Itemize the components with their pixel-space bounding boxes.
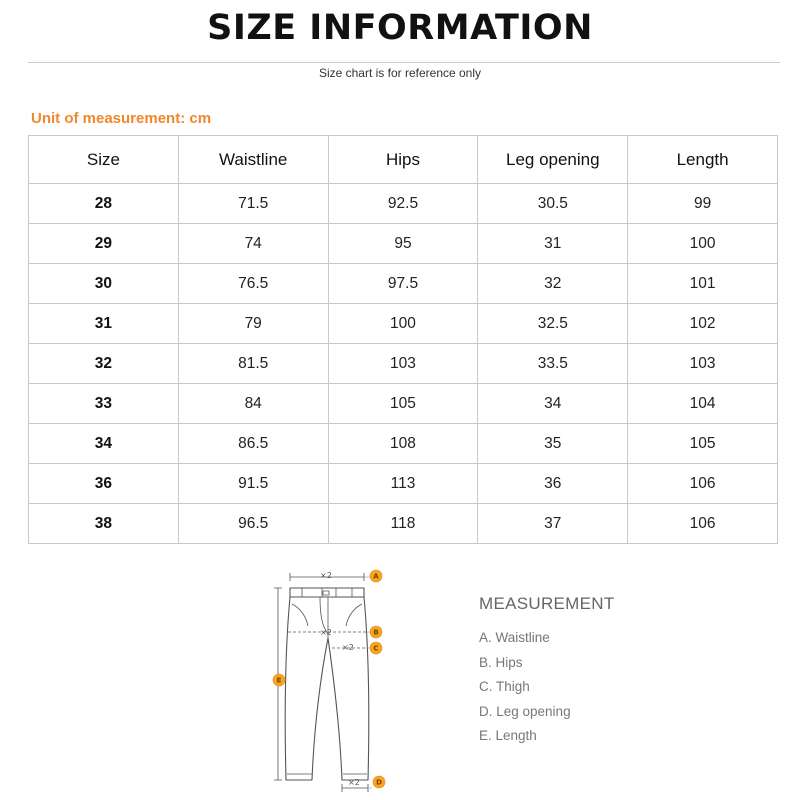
marker-connectors bbox=[278, 577, 372, 788]
cell-waistline: 86.5 bbox=[178, 424, 328, 464]
cell-length: 104 bbox=[628, 384, 778, 424]
cell-size: 33 bbox=[29, 384, 179, 424]
cell-length: 99 bbox=[628, 184, 778, 224]
legend-item-thigh: C. Thigh bbox=[479, 679, 530, 694]
column-header-length: Length bbox=[628, 136, 778, 184]
cell-size: 31 bbox=[29, 304, 179, 344]
cell-length: 101 bbox=[628, 264, 778, 304]
legend-item-hips: B. Hips bbox=[479, 654, 523, 670]
cell-hips: 108 bbox=[328, 424, 478, 464]
cell-waistline: 71.5 bbox=[178, 184, 328, 224]
svg-text:C: C bbox=[373, 644, 379, 653]
cell-waistline: 76.5 bbox=[178, 264, 328, 304]
cell-leg-opening: 30.5 bbox=[478, 184, 628, 224]
legend-item-leg-opening: D. Leg opening bbox=[479, 703, 571, 719]
table-row bbox=[29, 384, 778, 424]
size-table bbox=[28, 135, 778, 544]
marker-c-icon bbox=[370, 642, 382, 654]
marker-d-icon bbox=[373, 776, 385, 788]
cell-size: 32 bbox=[29, 344, 179, 384]
cell-hips: 118 bbox=[328, 504, 478, 544]
legend-item-length: E. Length bbox=[479, 728, 537, 743]
pants-outline-icon bbox=[285, 588, 369, 780]
cell-size: 38 bbox=[29, 504, 179, 544]
cell-leg-opening: 32.5 bbox=[478, 304, 628, 344]
cell-length: 103 bbox=[628, 344, 778, 384]
cell-length: 105 bbox=[628, 424, 778, 464]
legend-item-waistline: A. Waistline bbox=[479, 630, 550, 645]
cell-leg-opening: 35 bbox=[478, 424, 628, 464]
table-row bbox=[29, 224, 778, 264]
cell-waistline: 96.5 bbox=[178, 504, 328, 544]
cell-leg-opening: 37 bbox=[478, 504, 628, 544]
multiplier-labels bbox=[320, 571, 360, 787]
cell-size: 34 bbox=[29, 424, 179, 464]
hips-multiplier: ×2 bbox=[320, 628, 332, 637]
cell-hips: 92.5 bbox=[328, 184, 478, 224]
table-row bbox=[29, 424, 778, 464]
table-row bbox=[29, 464, 778, 504]
pants-measurement-diagram bbox=[262, 560, 402, 800]
cell-hips: 97.5 bbox=[328, 264, 478, 304]
page-title: SIZE INFORMATION bbox=[207, 8, 593, 48]
thigh-multiplier: ×2 bbox=[342, 643, 354, 652]
svg-text:E: E bbox=[276, 676, 282, 685]
cell-leg-opening: 33.5 bbox=[478, 344, 628, 384]
cell-length: 106 bbox=[628, 464, 778, 504]
table-row bbox=[29, 304, 778, 344]
cell-hips: 95 bbox=[328, 224, 478, 264]
column-header-waistline: Waistline bbox=[178, 136, 328, 184]
cell-leg-opening: 34 bbox=[478, 384, 628, 424]
column-header-leg-opening: Leg opening bbox=[478, 136, 628, 184]
svg-text:D: D bbox=[376, 778, 382, 787]
table-row bbox=[29, 504, 778, 544]
cell-leg-opening: 32 bbox=[478, 264, 628, 304]
table-row bbox=[29, 344, 778, 384]
measurement-legend bbox=[479, 630, 571, 753]
marker-e-icon bbox=[273, 674, 285, 686]
leg-opening-multiplier: ×2 bbox=[348, 778, 360, 787]
cell-size: 36 bbox=[29, 464, 179, 504]
unit-label: Unit of measurement: cm bbox=[31, 110, 212, 127]
cell-length: 100 bbox=[628, 224, 778, 264]
table-row bbox=[29, 264, 778, 304]
cell-leg-opening: 36 bbox=[478, 464, 628, 504]
table-row bbox=[29, 184, 778, 224]
cell-size: 28 bbox=[29, 184, 179, 224]
measurement-heading: MEASUREMENT bbox=[479, 594, 615, 613]
cell-length: 102 bbox=[628, 304, 778, 344]
marker-a-icon bbox=[370, 570, 382, 582]
cell-hips: 100 bbox=[328, 304, 478, 344]
cell-hips: 113 bbox=[328, 464, 478, 504]
cell-leg-opening: 31 bbox=[478, 224, 628, 264]
title-divider bbox=[28, 62, 780, 63]
waistline-multiplier: ×2 bbox=[320, 571, 332, 580]
cell-size: 30 bbox=[29, 264, 179, 304]
cell-waistline: 74 bbox=[178, 224, 328, 264]
cell-size: 29 bbox=[29, 224, 179, 264]
cell-hips: 105 bbox=[328, 384, 478, 424]
svg-text:B: B bbox=[373, 628, 379, 637]
column-header-hips: Hips bbox=[328, 136, 478, 184]
cell-waistline: 79 bbox=[178, 304, 328, 344]
page-subtitle: Size chart is for reference only bbox=[318, 66, 482, 80]
cell-waistline: 81.5 bbox=[178, 344, 328, 384]
cell-hips: 103 bbox=[328, 344, 478, 384]
column-header-size: Size bbox=[29, 136, 179, 184]
cell-waistline: 84 bbox=[178, 384, 328, 424]
table-header-row bbox=[29, 136, 778, 184]
cell-waistline: 91.5 bbox=[178, 464, 328, 504]
marker-b-icon bbox=[370, 626, 382, 638]
svg-text:A: A bbox=[373, 572, 379, 581]
cell-length: 106 bbox=[628, 504, 778, 544]
